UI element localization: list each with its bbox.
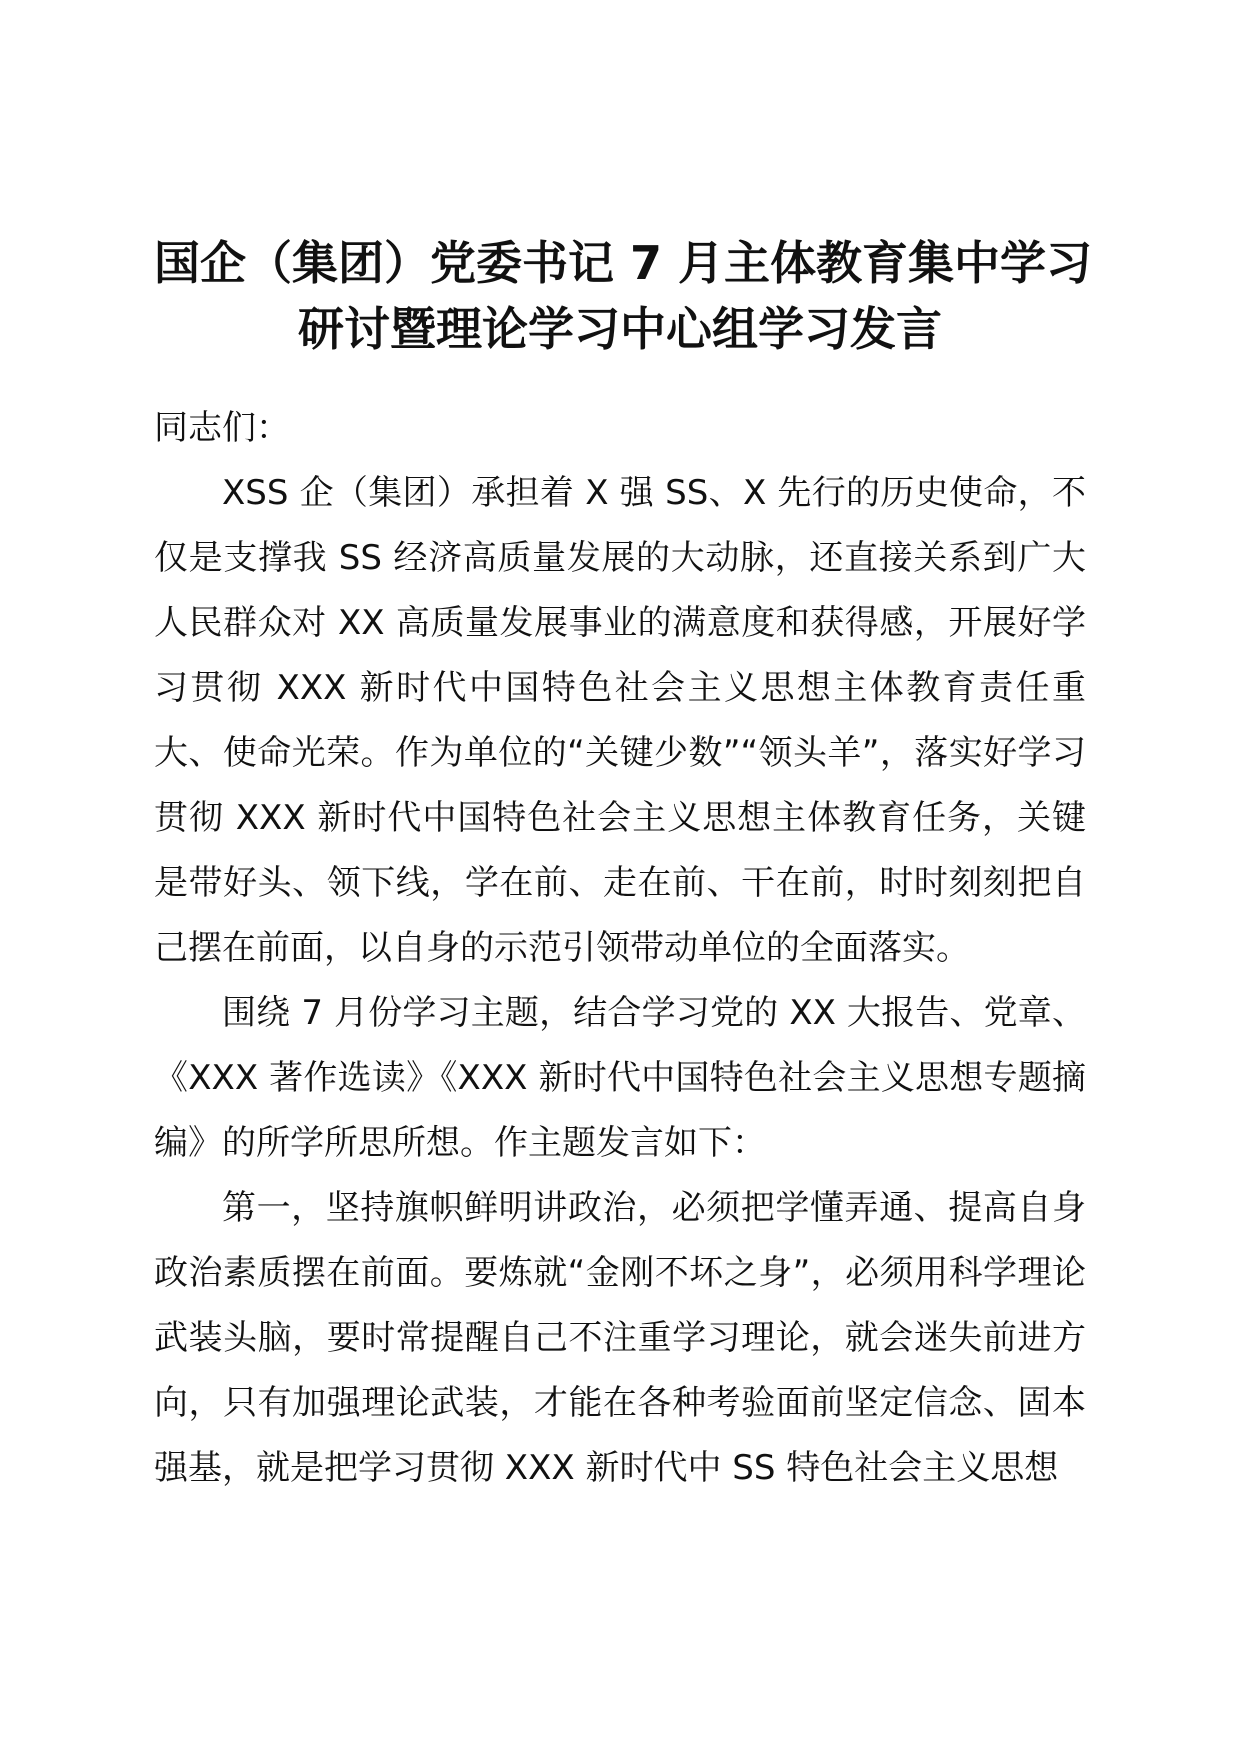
document-page (154, 230, 1093, 1501)
document-title (154, 230, 1093, 362)
paragraph-2: 围绕 7 月份学习主题，结合学习党的 XX 大报告、党章、《XXX 著作选读》《XXX 新时代中国特色社会主义思想专题摘编》的所学所思所想。作主题发言如下： (154, 993, 1086, 1163)
title-line-2: 研讨暨理论学习中心组学习发言 (298, 302, 942, 356)
salutation: 同志们： (154, 408, 290, 448)
paragraph-1: XSS 企（集团）承担着 X 强 SS、X 先行的历史使命，不仅是支撑我 SS 经济高质量发展的大动脉，还直接关系到广大人民群众对 XX 高质量发展事业的满意度和获得感，开展好学习贯彻 XXX 新时代中国特色社会主义思想主体教育责任重大、使命光荣。作为单位的“关键少数”“领头羊”，落实好学习贯彻 XXX 新时代中国特色社会主义思想主体教育任务，关键是带好头、领下线，学在前、走在前、干在前，时时刻刻把自己摆在前面，以自身的示范引领带动单位的全面落实。 (154, 473, 1086, 968)
title-line-1: 国企（集团）党委书记 7 月主体教育集中学习 (154, 236, 1093, 290)
document-body (154, 396, 1086, 1501)
paragraph-3: 第一，坚持旗帜鲜明讲政治，必须把学懂弄通、提高自身政治素质摆在前面。要炼就“金刚不坏之身”，必须用科学理论武装头脑，要时常提醒自己不注重学习理论，就会迷失前进方向，只有加强理论武装，才能在各种考验面前坚定信念、固本强基，就是把学习贯彻 XXX 新时代中 SS 特色社会主义思想 (154, 1188, 1086, 1488)
